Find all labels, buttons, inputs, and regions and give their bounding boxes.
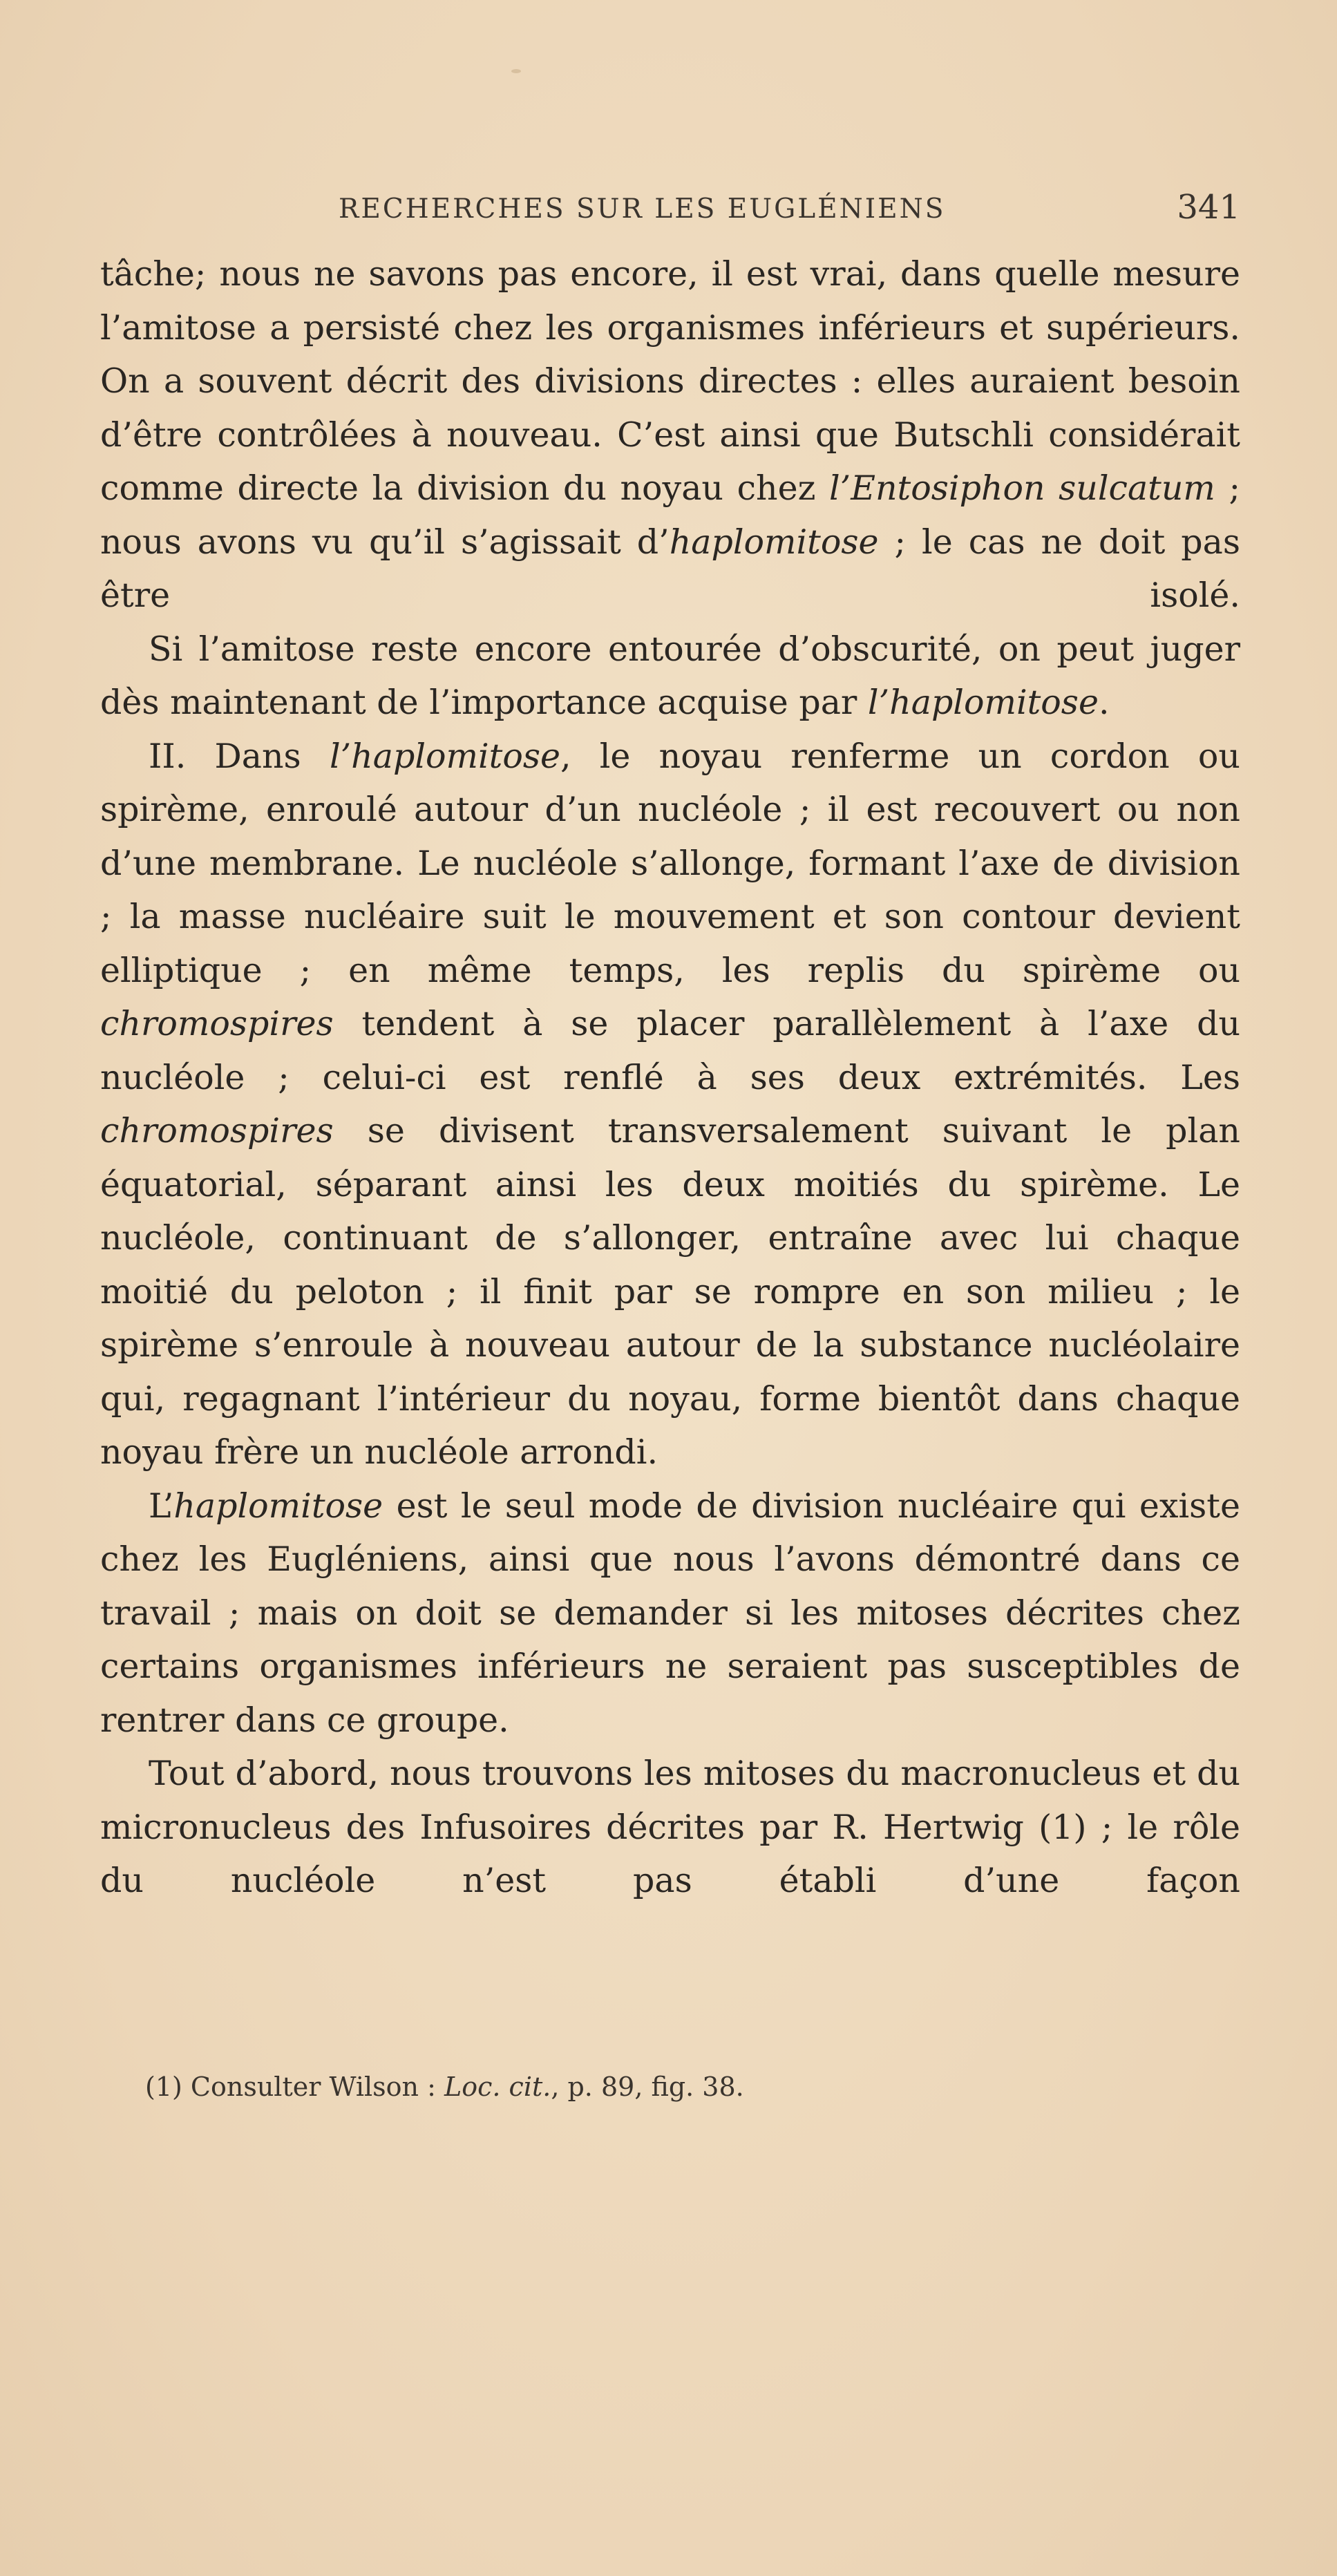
italic-segment: l’haplomitose (329, 736, 560, 776)
italic-segment: chromospires (100, 1111, 334, 1150)
paragraph-3 (100, 730, 1240, 1479)
text-segment: ; le cas ne doit pas être isolé. (100, 522, 1241, 615)
italic-segment: l’Entosiphon sulcatum (828, 468, 1215, 508)
body-text (100, 247, 1240, 1908)
text-segment: Si l’amitose reste encore entourée d’obscurité, on peut juger dès maintenant de l’importance acquise par (100, 629, 1240, 722)
paragraph-4 (100, 1479, 1240, 1748)
italic-segment: haplomitose (173, 1486, 383, 1526)
footnote-marker: (1) (145, 2072, 182, 2102)
text-segment: II. Dans (149, 736, 330, 776)
paper-smudge (511, 69, 521, 73)
text-segment: Tout d’abord, nous trouvons les mitoses du macronucleus et du micronucleus des Infusoires décrites par R. Hertwig (1) ; le rôle du nucléole n’est pas établi d’une façon (100, 1754, 1240, 1900)
text-segment: L’ (149, 1486, 174, 1526)
running-head (100, 188, 1240, 229)
footnote-text-end: , p. 89, fig. 38. (551, 2072, 744, 2102)
text-segment: est le seul mode de division nucléaire qui existe chez les Eugléniens, ainsi que nous l’avons démontré dans ce travail ; mais on doit se demander si les mitoses décrites chez certains organismes inférieurs ne seraient pas susceptibles de rentrer dans ce groupe. (100, 1486, 1240, 1740)
footnote (145, 2072, 744, 2102)
text-segment: . (1098, 683, 1110, 722)
running-title: RECHERCHES SUR LES EUGLÉNIENS (339, 193, 946, 225)
footnote-italic: Loc. cit. (444, 2072, 551, 2102)
paragraph-5 (100, 1747, 1240, 1908)
text-segment: tendent à se placer parallèlement à l’axe du nucléole ; celui-ci est renflé à ses deux extrémités. Les (100, 1004, 1240, 1097)
italic-segment: chromospires (100, 1004, 334, 1043)
paragraph-1 (100, 247, 1240, 623)
text-segment: , le noyau renferme un cordon ou spirème, enroulé autour d’un nucléole ; il est recouvert ou non d’une membrane. Le nucléole s’allonge, formant l’axe de division ; la masse nucléaire suit le mouvement et son contour devient elliptique ; en même temps, les replis du spirème ou (100, 736, 1240, 990)
footnote-text: Consulter Wilson : (182, 2072, 444, 2102)
page-number: 341 (1177, 188, 1240, 227)
text-segment: tâche; nous ne savons pas encore, il est vrai, dans quelle mesure l’amitose a persisté chez les organismes inférieurs et supérieurs. On a souvent décrit des divisions directes : elles auraient besoin d’être contrôlées à nouveau. C’est ainsi que Butschli considérait comme directe la division du noyau chez (100, 254, 1240, 508)
italic-segment: haplomitose (669, 522, 879, 562)
paragraph-2 (100, 623, 1240, 730)
text-segment: se divisent transversalement suivant le plan équatorial, séparant ainsi les deux moitiés du spirème. Le nucléole, continuant de s’allonger, entraîne avec lui chaque moitié du peloton ; il finit par se rompre en son milieu ; le spirème s’enroule à nouveau autour de la substance nucléolaire qui, regagnant l’intérieur du noyau, forme bientôt dans chaque noyau frère un nucléole arrondi. (100, 1111, 1240, 1472)
italic-segment: l’haplomitose (867, 683, 1099, 722)
text-segment: ; nous avons vu qu’il s’agissait d’ (100, 468, 1240, 562)
